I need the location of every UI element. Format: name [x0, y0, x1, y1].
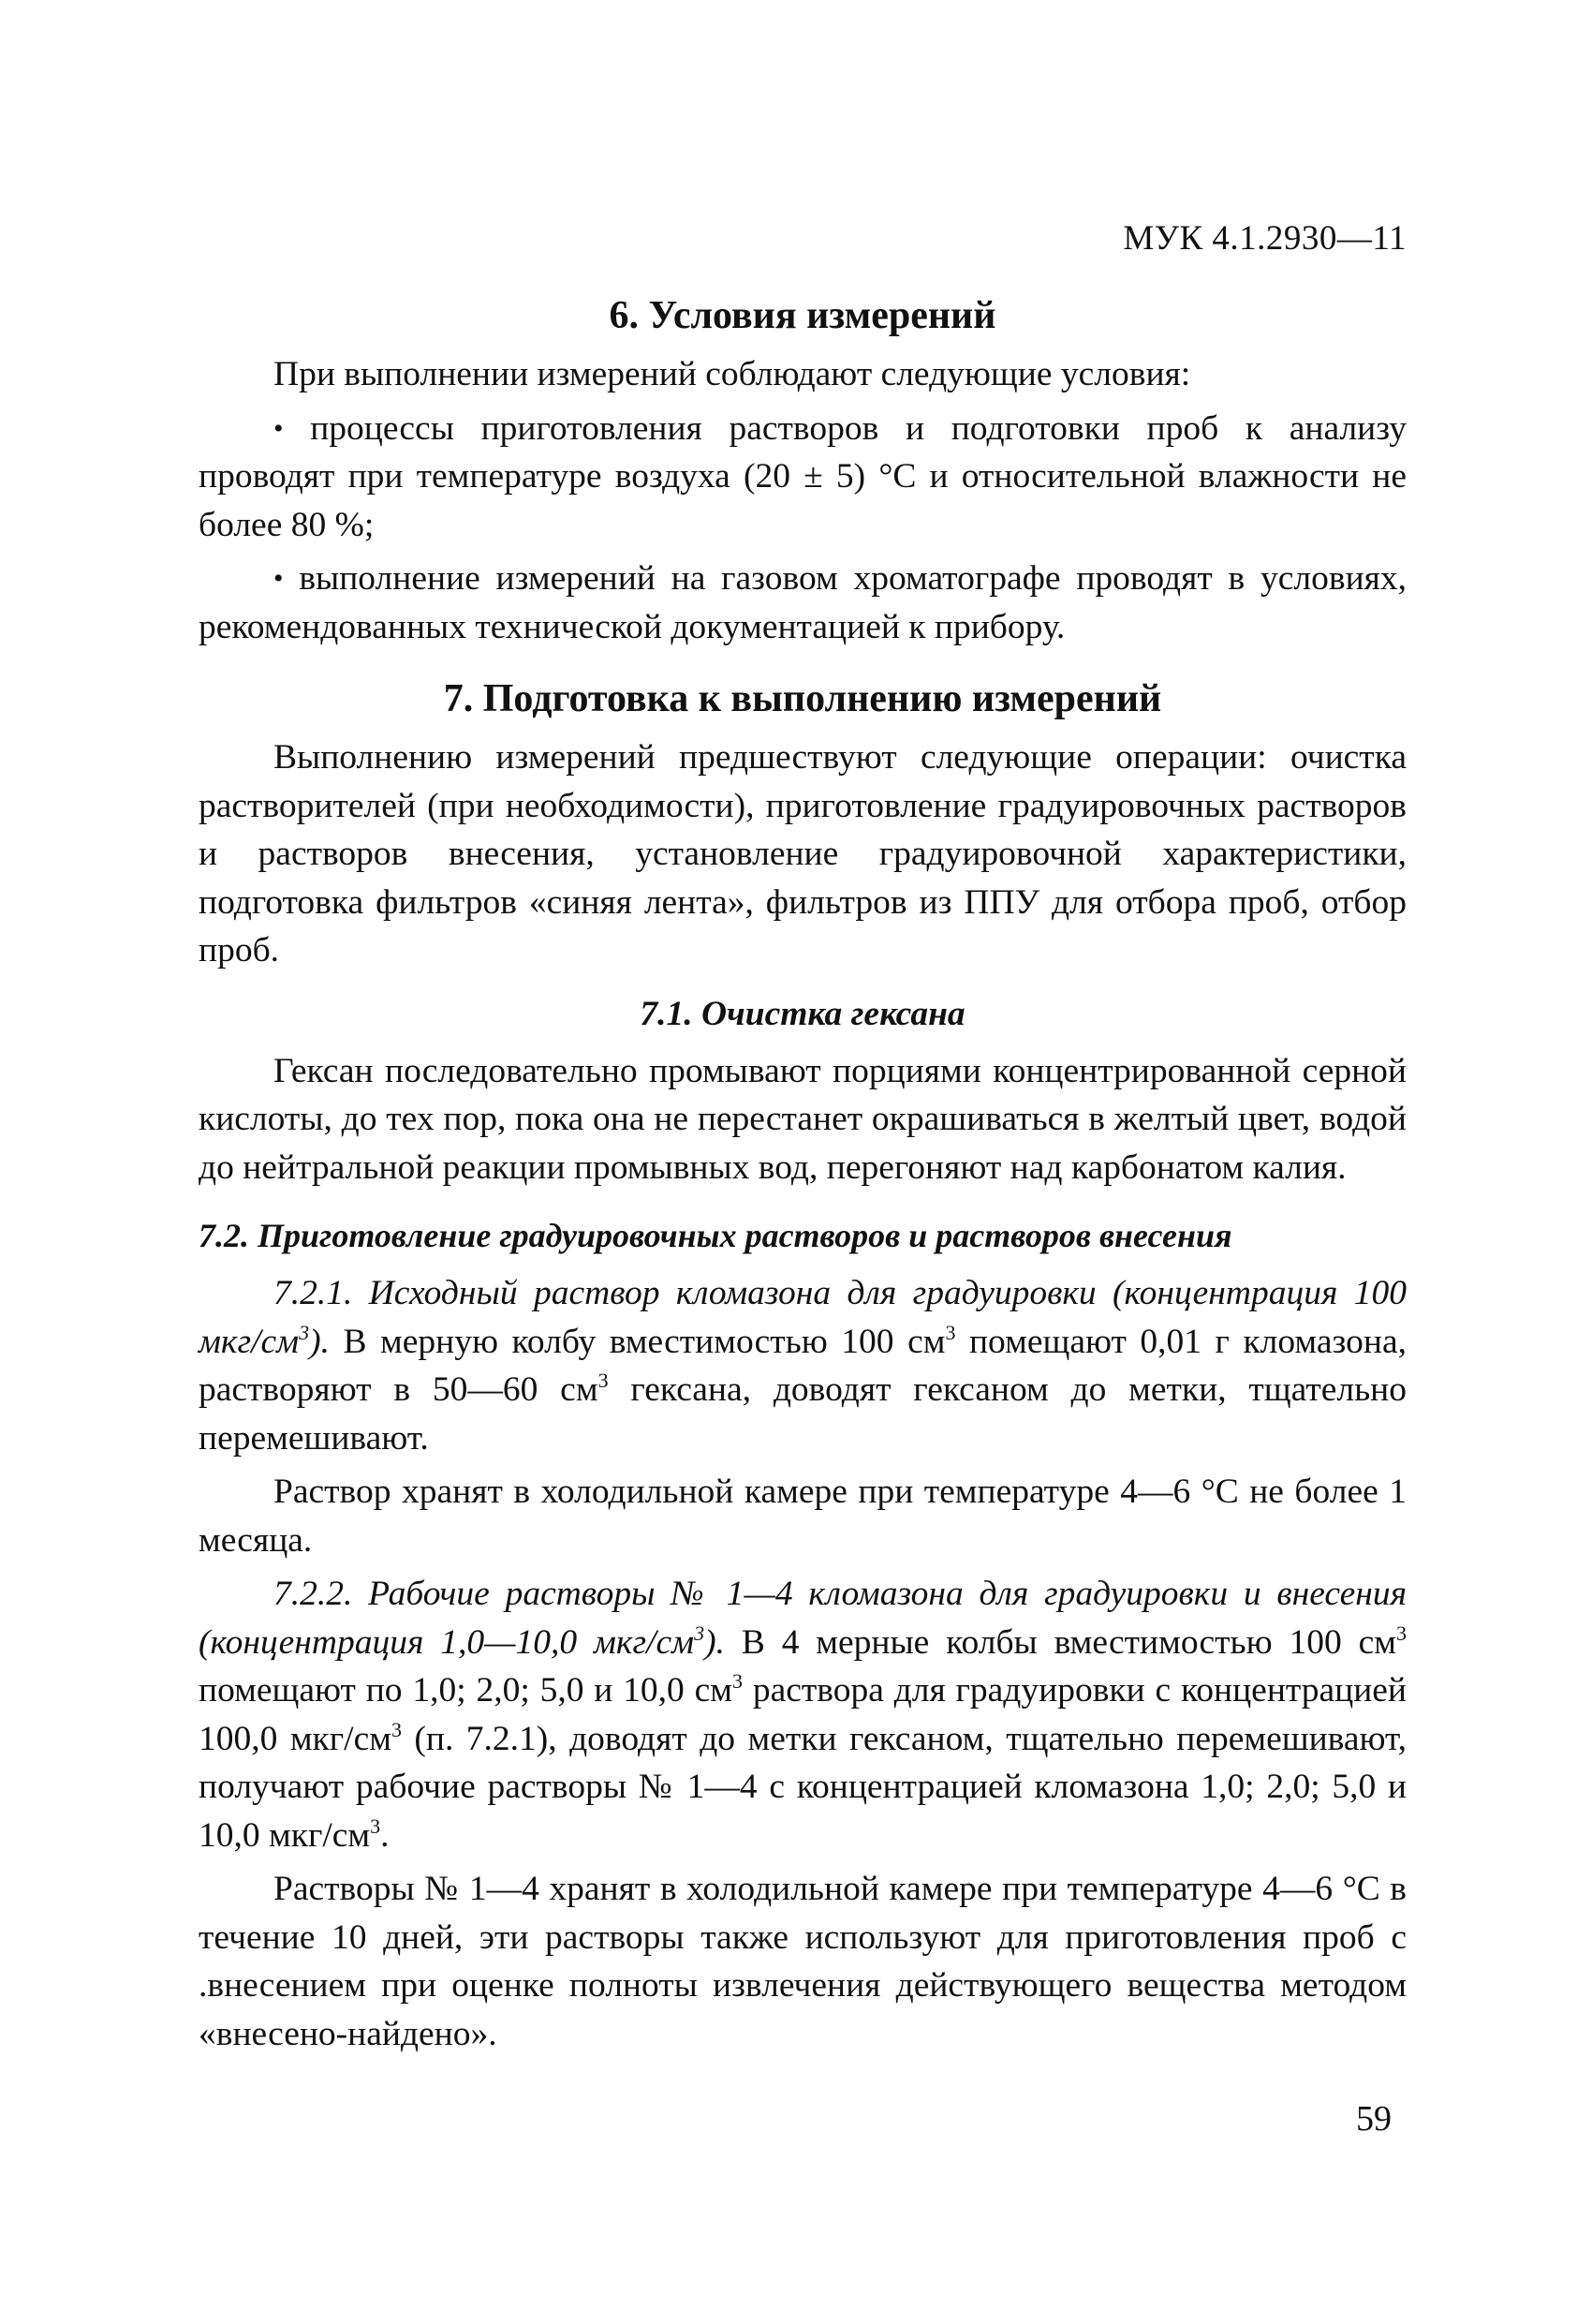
paragraph-7-2-1: 7.2.1. Исходный раствор кломазона для градуировки (концентрация 100 мкг/$см^3$). В мерную колбу вместимостью 100 $см^3$ помещают 0,01 г кломазона, растворяют в 50—60 $см^3$ гексана, доводят гексаном до метки, тщательно перемешивают. — [199, 1274, 1407, 1458]
section-6-intro: При выполнении измерений соблюдают следующие условия: — [273, 355, 1191, 393]
subsection-7-2-title: 7.2. Приготовление градуировочных растворов и растворов внесения — [199, 1217, 1232, 1254]
bullet-2-text: выполнение измерений на газовом хроматографе проводят в условиях, рекомендованных технической документацией к прибору. — [199, 559, 1408, 646]
section-7-intro: Выполнению измерений предшествуют следующие операции: очистка растворителей (при необходимости), приготовление градуировочных растворов и растворов внесения, установление градуировочной характеристики, подготовка фильтров «синяя лента», фильтров из ППУ для отбора проб, отбор проб. — [199, 738, 1407, 970]
subsection-7-1-title: 7.1. Очистка гексана — [640, 994, 966, 1033]
page-number: 59 — [1356, 2099, 1392, 2139]
paragraph-7-2-1-storage: Раствор хранят в холодильной камере при температуре 4—6 °С не более 1 месяца. — [199, 1473, 1407, 1560]
subsection-7-1-text: Гексан последовательно промывают порциями концентрированной серной кислоты, до тех пор, пока она не перестанет окрашиваться в желтый цвет, водой до нейтральной реакции промывных вод, перегоняют над карбонатом калия. — [199, 1051, 1407, 1187]
paragraph-7-2-2: 7.2.2. Рабочие растворы № 1—4 кломазона для градуировки и внесения (концентрация 1,0—10,0 мкг/$см^3$). В 4 мерные колбы вместимостью 100 $см^3$ помещают по 1,0; 2,0; 5,0 и 10,0 $см^3$ раствора для градуировки с концентрацией 100,0 мкг/$см^3$ (п. 7.2.1), доводят до метки гексаном, тщательно перемешивают, получают рабочие растворы № 1—4 с концентрацией кломазона 1,0; 2,0; 5,0 и 10,0 мкг/$см^3$. — [199, 1575, 1407, 1855]
document-page — [199, 215, 1407, 2064]
section-6-bullet-1 — [199, 405, 1407, 550]
bullet-1-text: процессы приготовления растворов и подготовки проб к анализу проводят при температуре воздуха (20 ± 5) °С и относительной влажности не более 80 %; — [199, 408, 1408, 544]
paragraph-7-2-2-label: 7.2.2. Рабочие растворы № 1—4 кломазона для градуировки и внесения (концентрация 1,0—10,0 мкг/$см^3$). — [199, 1575, 1407, 1662]
section-6-bullet-2 — [199, 555, 1407, 651]
bullet-icon: • — [273, 412, 284, 444]
section-7-title: 7. Подготовка к выполнению измерений — [443, 677, 1162, 720]
paragraph-7-2-2-storage: Растворы № 1—4 хранят в холодильной камере при температуре 4—6 °С в течение 10 дней, эти растворы также используют для приготовления проб с .внесением при оценке полноты извлечения действующего вещества методом «внесено-найдено». — [199, 1870, 1407, 2053]
bullet-icon: • — [273, 563, 284, 594]
paragraph-7-2-1-label: 7.2.1. Исходный раствор кломазона для градуировки (концентрация 100 мкг/$см^3$). — [199, 1274, 1407, 1361]
running-header: МУК 4.1.2930—11 — [1123, 219, 1407, 258]
section-6-title: 6. Условия измерений — [609, 294, 996, 337]
